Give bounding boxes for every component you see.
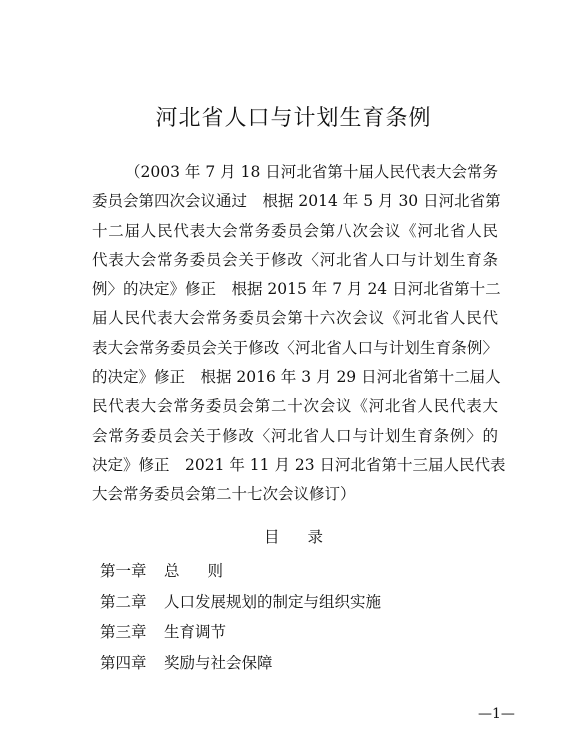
- toc-heading: [0, 525, 587, 547]
- toc-chapter-name: 总则: [164, 562, 252, 580]
- page-number: —1—: [478, 706, 515, 722]
- toc-chapter-number: 第一章: [100, 562, 147, 580]
- preamble-line: 届人民代表大会常务委员会第十六次会议《河北省人民代: [92, 309, 498, 328]
- preamble-line: 大会常务委员会第二十七次会议修订）: [92, 485, 356, 504]
- document-title: 河北省人口与计划生育条例: [155, 106, 432, 131]
- preamble-line: 决定》修正 2021 年 11 月 23 日河北省第十三届人民代表: [92, 455, 506, 474]
- preamble-paragraph: [92, 158, 506, 510]
- toc-chapter-name: 奖励与社会保障: [164, 653, 273, 672]
- toc-chapter-number: 第四章: [100, 653, 147, 672]
- toc-item[interactable]: [100, 617, 381, 648]
- toc-chapter-number: 第二章: [100, 592, 147, 611]
- toc-heading-right: 录: [307, 528, 324, 546]
- toc-item[interactable]: [100, 587, 381, 618]
- preamble-line: 会常务委员会关于修改〈河北省人口与计划生育条例〉的: [92, 426, 498, 445]
- toc-chapter-name: 生育调节: [164, 623, 227, 642]
- preamble-line: 民代表大会常务委员会第二十次会议《河北省人民代表大: [92, 397, 498, 416]
- toc-item[interactable]: [100, 648, 381, 679]
- toc-chapter-number: 第三章: [100, 623, 147, 642]
- preamble-line: 十二届人民代表大会常务委员会第八次会议《河北省人民: [92, 221, 498, 240]
- toc-item[interactable]: [100, 556, 381, 587]
- preamble-line: 例〉的决定》修正 根据 2015 年 7 月 24 日河北省第十二: [92, 280, 501, 299]
- preamble-line: 代表大会常务委员会关于修改〈河北省人口与计划生育条: [92, 250, 498, 269]
- preamble-line: （2003 年 7 月 18 日河北省第十届人民代表大会常务: [125, 163, 498, 181]
- toc-chapter-name: 人口发展规划的制定与组织实施: [164, 592, 382, 611]
- preamble-line: 委员会第四次会议通过 根据 2014 年 5 月 30 日河北省第: [92, 192, 501, 211]
- preamble-line: 的决定》修正 根据 2016 年 3 月 29 日河北省第十二届人: [92, 368, 501, 387]
- preamble-line: 表大会常务委员会关于修改〈河北省人口与计划生育条例〉: [92, 338, 498, 357]
- table-of-contents: [100, 556, 381, 678]
- toc-heading-left: 目: [263, 528, 280, 546]
